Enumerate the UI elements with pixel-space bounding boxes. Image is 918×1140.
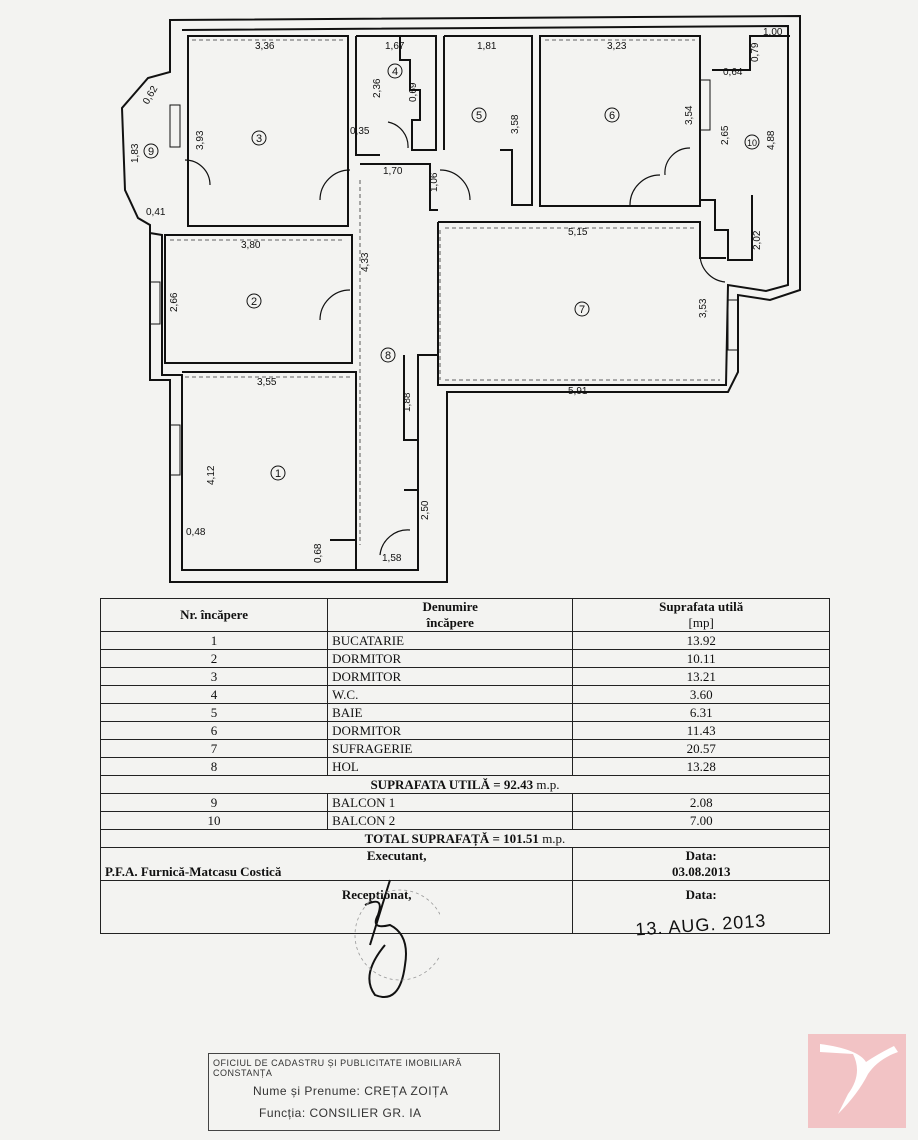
table-row: 8 HOL 13.28 — [101, 758, 830, 776]
useful-total-label: SUPRAFATA UTILĂ = 92.43 — [370, 776, 534, 792]
dimension-label: 0,79 — [750, 42, 761, 62]
dimension-label: 0,48 — [186, 527, 206, 538]
table-row: 3 DORMITOR 13.21 — [101, 668, 830, 686]
stamp-function: Funcția: CONSILIER GR. IA — [259, 1106, 422, 1120]
dimension-label: 3,55 — [257, 377, 277, 388]
dimension-label: 2,36 — [372, 78, 383, 98]
room-number: 7 — [578, 304, 586, 316]
grand-total-label: TOTAL SUPRAFAȚĂ = 101.51 — [364, 830, 539, 846]
table-row: 5 BAIE 6.31 — [101, 704, 830, 722]
bird-logo-icon — [808, 1034, 906, 1128]
room-number: 4 — [391, 66, 399, 78]
dimension-label: 3,53 — [698, 298, 709, 318]
dimension-label: 1,00 — [763, 27, 783, 38]
dimension-label: 1,58 — [382, 553, 402, 564]
table-row: 7 SUFRAGERIE 20.57 — [101, 740, 830, 758]
grand-total-row — [101, 830, 830, 848]
dimension-label: 0,35 — [350, 126, 370, 137]
dimension-label: 0,68 — [313, 543, 324, 563]
executant-label: Executant, — [366, 848, 427, 863]
table-row: 9 BALCON 1 2.08 — [101, 794, 830, 812]
room-number: 10 — [746, 138, 758, 148]
dimension-label: 1,70 — [383, 166, 403, 177]
dimension-label: 3,54 — [684, 105, 695, 125]
dimension-label: 1,67 — [385, 41, 405, 52]
dimension-label: 1,81 — [477, 41, 497, 52]
header-name: Denumire încăpere — [328, 599, 573, 632]
official-stamp — [208, 1053, 500, 1131]
executant-name: P.F.A. Furnică-Matcasu Costică — [105, 864, 282, 879]
room-number: 8 — [384, 350, 392, 362]
dimension-label: 3,36 — [255, 41, 275, 52]
receptionat-row — [101, 881, 830, 934]
dimension-label: 0,62 — [141, 84, 161, 107]
dimension-label: 2,02 — [752, 230, 763, 250]
dimension-label: 1,88 — [402, 392, 413, 412]
dimension-label: 2,66 — [169, 292, 180, 312]
date-value: 03.08.2013 — [671, 864, 731, 879]
stamp-office: OFICIUL DE CADASTRU ȘI PUBLICITATE IMOBILIARĂ CONSTANȚA — [213, 1058, 462, 1078]
table-row: 4 W.C. 3.60 — [101, 686, 830, 704]
stamp-name: Nume și Prenume: CREȚA ZOIȚA — [253, 1084, 449, 1098]
useful-total-unit: m.p. — [536, 776, 560, 792]
table-header — [101, 599, 830, 632]
room-number: 2 — [250, 296, 258, 308]
receptionat-label: Receptionat, — [341, 887, 412, 902]
dimension-label: 3,80 — [241, 240, 261, 251]
dimension-label: 0,64 — [723, 67, 743, 78]
date-label: Data: — [685, 848, 717, 863]
room-number: 3 — [255, 133, 263, 145]
dimension-label: 5,15 — [568, 227, 588, 238]
dimension-label: 3,23 — [607, 41, 627, 52]
dimension-label: 2,50 — [420, 500, 431, 520]
room-number: 9 — [147, 146, 155, 158]
dimension-label: 2,65 — [720, 125, 731, 145]
watermark-logo — [808, 1034, 906, 1128]
dimension-label: 1,06 — [429, 172, 440, 192]
signature — [330, 875, 440, 1025]
area-table — [100, 598, 830, 940]
dimension-label: 0,69 — [408, 82, 419, 102]
dimension-label: 4,88 — [766, 130, 777, 150]
header-area: Suprafata utilă [mp] — [573, 599, 830, 632]
table-row: 2 DORMITOR 10.11 — [101, 650, 830, 668]
dimension-label: 5,91 — [568, 386, 588, 397]
receptionat-date-label: Data: — [685, 887, 717, 902]
received-date-stamp: 13. AUG. 2013 — [635, 910, 768, 940]
table-row: 1 BUCATARIE 13.92 — [101, 632, 830, 650]
dimension-label: 1,83 — [130, 143, 141, 163]
executant-row — [101, 848, 830, 881]
table-row: 10 BALCON 2 7.00 — [101, 812, 830, 830]
dimension-label: 3,93 — [195, 130, 206, 150]
room-number: 5 — [475, 110, 483, 122]
dimension-label: 4,12 — [206, 465, 217, 485]
useful-total-row — [101, 776, 830, 794]
table-row: 6 DORMITOR 11.43 — [101, 722, 830, 740]
room-number: 1 — [274, 468, 282, 480]
dimension-label: 4,33 — [360, 252, 371, 272]
dimension-label: 3,58 — [510, 114, 521, 134]
dimension-label: 0,41 — [146, 207, 166, 218]
grand-total-unit: m.p. — [542, 830, 566, 846]
header-nr: Nr. încăpere — [101, 599, 328, 632]
room-number: 6 — [608, 110, 616, 122]
